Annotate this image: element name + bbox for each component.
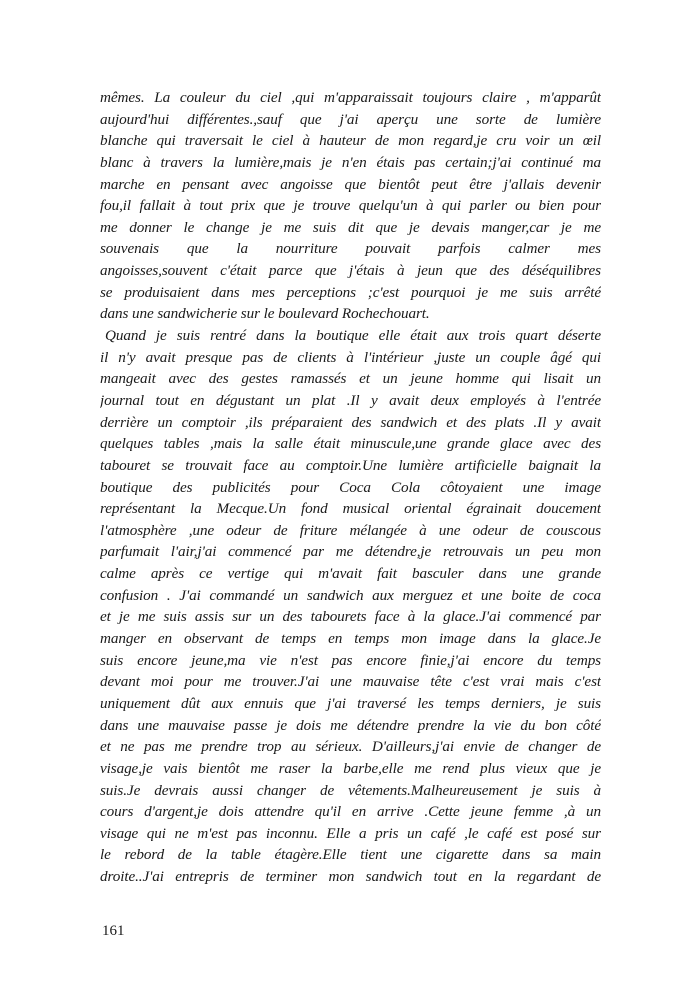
text-line: journal tout en dégustant un plat .Il y avait deux employés à l'entrée — [100, 391, 601, 409]
text-line: il n'y avait presque pas de clients à l'intérieur ,juste un couple âgé qui — [100, 348, 601, 366]
text-line: et ne pas me prendre trop au sérieux. D'ailleurs,j'ai envie de changer de — [100, 738, 601, 756]
text-line: me donner le change je me suis dit que je devais manger,car je me — [100, 218, 601, 236]
text-line: angoisses,souvent c'était parce que j'étais à jeun que des déséquilibres — [100, 262, 601, 280]
text-line: fou,il fallait à tout prix que je trouve quelqu'un à qui parler ou bien pour — [100, 197, 601, 215]
text-line: devant moi pour me trouver.J'ai une mauvaise tête c'est vrai mais c'est — [100, 673, 601, 691]
text-line: représentant la Mecque.Un fond musical oriental égrainait doucement — [100, 500, 601, 518]
text-line: aujourd'hui différentes.,sauf que j'ai aperçu une sorte de lumière — [100, 110, 601, 128]
text-line: marche en pensant avec angoisse que bientôt peut être j'allais devenir — [100, 175, 601, 193]
text-line: dans une sandwicherie sur le boulevard Rochechouart. — [100, 305, 430, 323]
text-line: derrière un comptoir ,ils préparaient des sandwich et des plats .Il y avait — [100, 413, 601, 431]
text-line: uniquement dût aux ennuis que j'ai traversé les temps derniers, je suis — [100, 694, 601, 712]
text-line: droite..J'ai entrepris de terminer mon sandwich tout en la regardant de — [100, 868, 601, 886]
text-line: suis.Je devrais aussi changer de vêtements.Malheureusement je suis à — [100, 781, 601, 799]
text-line: Quand je suis rentré dans la boutique elle était aux trois quart déserte — [105, 327, 601, 345]
text-line: visage,je vais bientôt me raser la barbe,elle me rend plus vieux que je — [100, 759, 601, 777]
text-line: visage qui ne m'est pas inconnu. Elle a pris un café ,le café est posé sur — [100, 824, 601, 842]
text-line: boutique des publicités pour Coca Cola côtoyaient une image — [100, 478, 601, 496]
text-line: souvenais que la nourriture pouvait parfois calmer mes — [100, 240, 601, 258]
text-line: et je me suis assis sur un des tabourets face à la glace.J'ai commencé par — [100, 608, 601, 626]
text-line: manger en observant de temps en temps mon image dans la glace.Je — [100, 630, 601, 648]
text-line: quelques tables ,mais la salle était minuscule,une grande glace avec des — [100, 435, 601, 453]
text-line: confusion . J'ai commandé un sandwich aux merguez et une boite de coca — [100, 586, 601, 604]
page-number: 161 — [102, 923, 125, 939]
text-line: suis encore jeune,ma vie n'est pas encore finie,j'ai encore du temps — [100, 651, 601, 669]
text-line: cours d'argent,je dois attendre qu'il en arrive .Cette jeune femme ,à un — [100, 803, 601, 821]
text-line: blanche qui traversait le ciel à hauteur de mon regard,je cru voir un œil — [100, 132, 601, 150]
text-line: se produisaient dans mes perceptions ;c'est pourquoi je me suis arrêté — [100, 283, 601, 301]
paragraph-1 — [100, 87, 601, 325]
text-line: mangeait avec des gestes ramassés et un jeune homme qui lisait un — [100, 370, 601, 388]
text-line: le rebord de la table étagère.Elle tient une cigarette dans sa main — [100, 846, 601, 864]
text-line: dans une mauvaise passe je dois me détendre prendre la vie du bon côté — [100, 716, 601, 734]
text-line: l'atmosphère ,une odeur de friture mélangée à une odeur de couscous — [100, 521, 601, 539]
page-text — [100, 87, 601, 888]
text-line: parfumait l'air,j'ai commencé par me détendre,je retrouvais un peu mon — [100, 543, 601, 561]
text-line: tabouret se trouvait face au comptoir.Une lumière artificielle baignait la — [100, 456, 601, 474]
text-line: calme après ce vertige qui m'avait fait basculer dans une grande — [100, 565, 601, 583]
text-line: mêmes. La couleur du ciel ,qui m'apparaissait toujours claire , m'apparût — [100, 89, 601, 106]
paragraph-2 — [100, 325, 601, 888]
text-line: blanc à travers la lumière,mais je n'en étais pas certain;j'ai continué ma — [100, 153, 601, 171]
